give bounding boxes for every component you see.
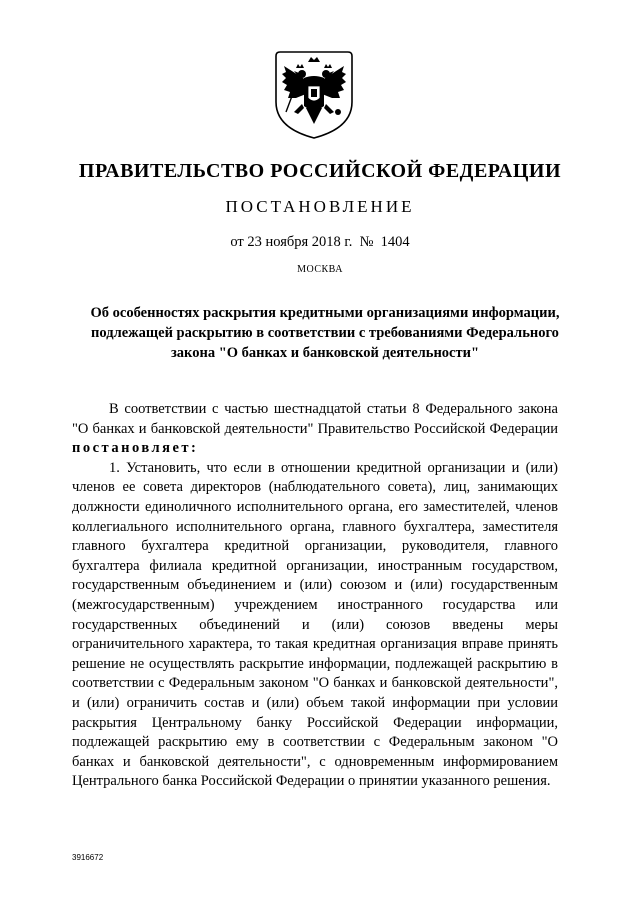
- document-number: 3916672: [72, 853, 104, 862]
- document-type: ПОСТАНОВЛЕНИЕ: [225, 197, 415, 216]
- resolution-keyword: постановляет:: [72, 440, 199, 457]
- preamble-text: В соответствии с частью шестнадцатой статьи 8 Федерального закона "О банках и банковской деятельности" Правительство Российской Федерации: [72, 401, 558, 437]
- document-body: [72, 400, 558, 792]
- preamble-paragraph: [72, 400, 558, 459]
- date-and-number: от 23 ноября 2018 г. № 1404: [230, 234, 410, 250]
- coat-of-arms-icon: [272, 48, 356, 140]
- paragraph-1: 1. Установить, что если в отношении кредитной организации и (или) членов ее совета директоров (наблюдательного совета), лиц, занимающих должности единоличного исполнительного органа, его заместителей, членов коллегиального исполнительного органа, главного бухгалтера, заместителя главного бухгалтера кредитной организации, руководителя, главного бухгалтера филиала кредитной организации, иностранным государством, государственным объединением и (или) союзом и (или) государственным (межгосударственным) учреждением иностранного государства или государственных объединений и (или) союзов введены меры ограничительного характера, то такая кредитная организация вправе принять решение не осуществлять раскрытие информации, подлежащей раскрытию в соответствии с Федеральным законом "О банках и банковской деятельности", и (или) ограничить состав и (или) объем такой информации при условии раскрытия Центральному банку Российской Федерации информации, подлежащей раскрытию ему в соответствии с Федеральным законом "О банках и банковской деятельности", с одновременным информированием Центрального банка Российской Федерации о принятии указанного решения.: [72, 459, 558, 790]
- city: МОСКВА: [297, 264, 343, 275]
- government-title: ПРАВИТЕЛЬСТВО РОССИЙСКОЙ ФЕДЕРАЦИИ: [78, 160, 562, 182]
- document-subject: Об особенностях раскрытия кредитными организациями информации, подлежащей раскрытию в соответствии с требованиями Федерального закона "О банках и банковской деятельности": [90, 305, 560, 361]
